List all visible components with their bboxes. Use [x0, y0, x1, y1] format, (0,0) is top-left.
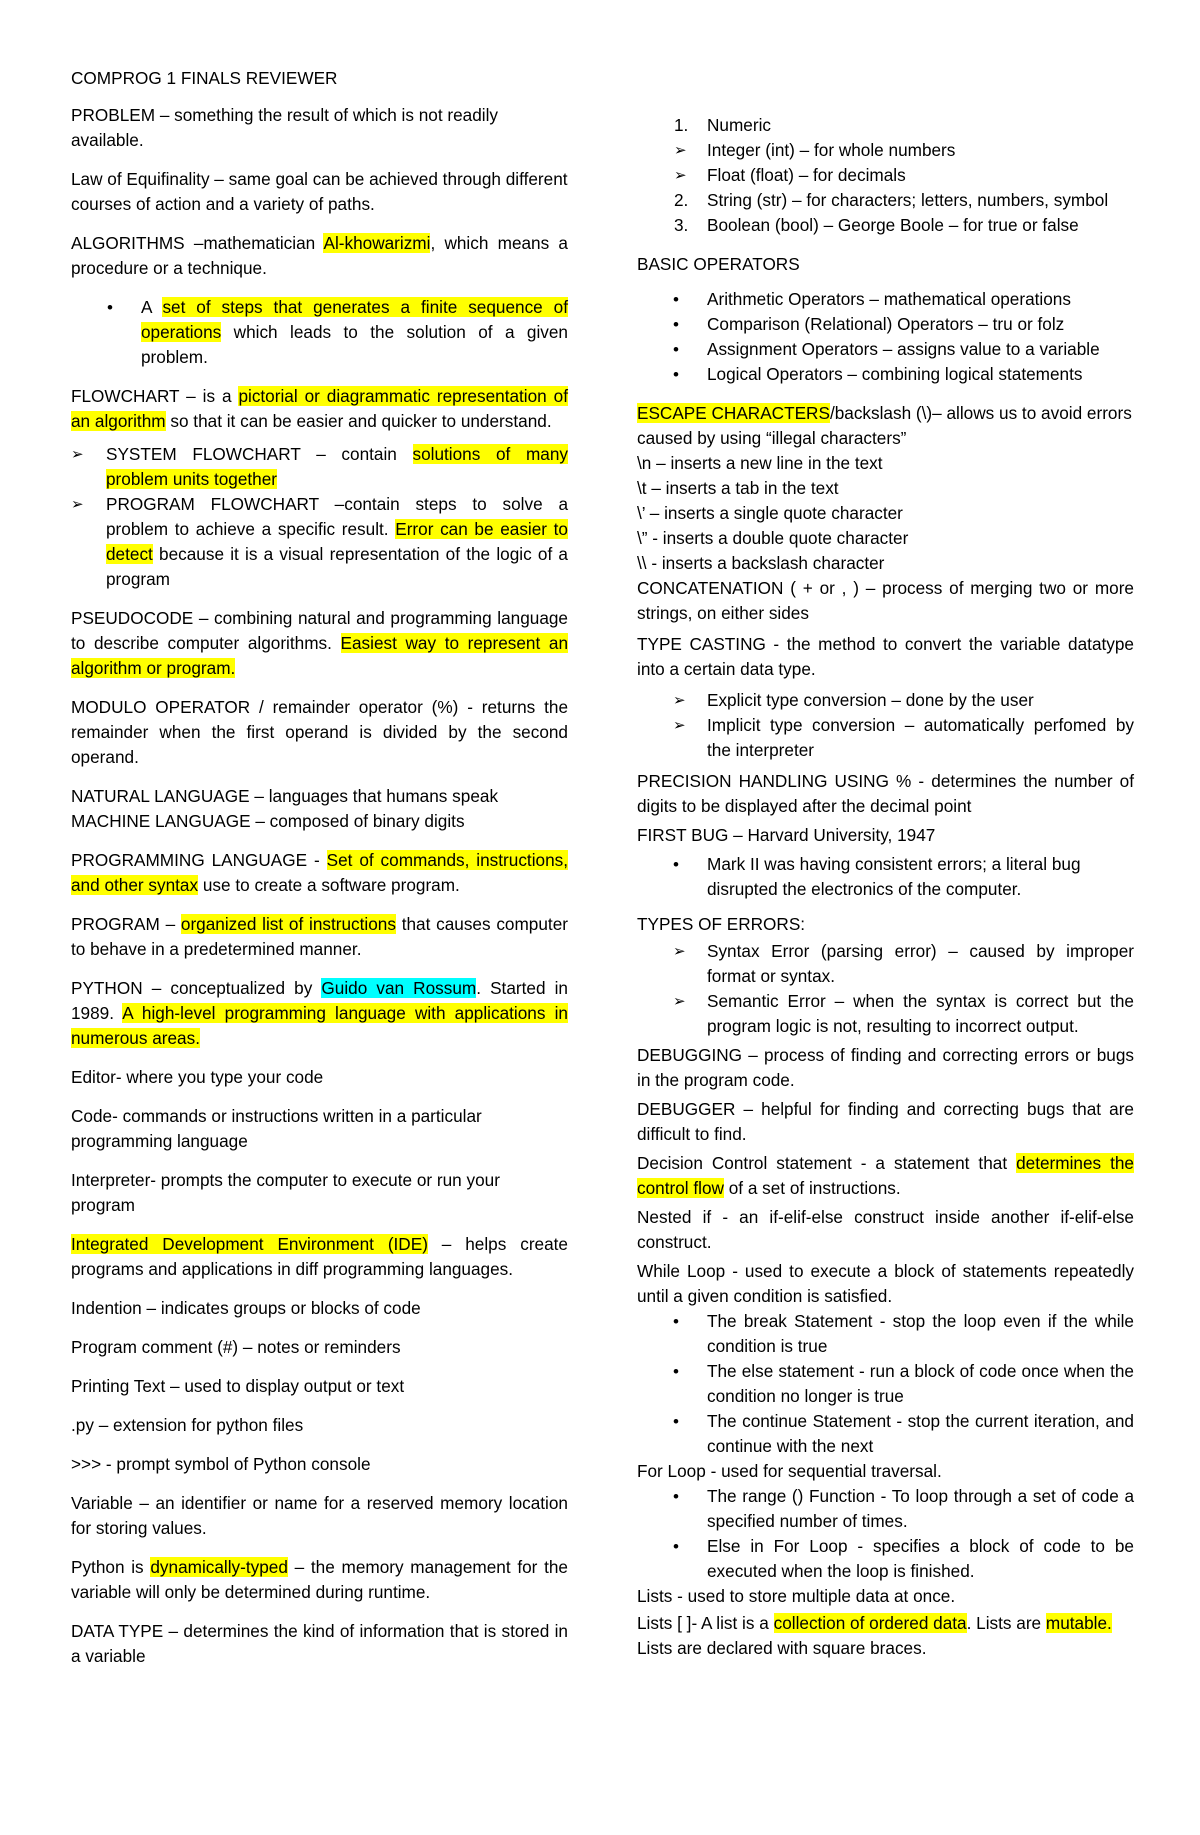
equifinality-definition: Law of Equifinality – same goal can be achieved through different courses of action and a variety of paths.: [71, 169, 568, 214]
list-item: • Assignment Operators – assigns value to a variable: [637, 337, 1134, 362]
list-item: • The else statement - run a block of code once when the condition no longer is true: [637, 1359, 1134, 1409]
basic-operators-title: BASIC OPERATORS: [637, 254, 800, 274]
programming-language-definition: PROGRAMMING LANGUAGE - Set of commands, instructions, and other syntax use to create a software program.: [71, 850, 568, 895]
printing-definition: Printing Text – used to display output or text: [71, 1376, 405, 1396]
first-bug-definition: FIRST BUG – Harvard University, 1947: [637, 825, 936, 845]
flowchart-types: [71, 442, 568, 592]
dynamic-typing-definition: Python is dynamically-typed – the memory management for the variable will only be determined during runtime.: [71, 1557, 568, 1602]
escape-characters-section: [637, 401, 1134, 576]
interpreter-definition: Interpreter- prompts the computer to execute or run your program: [71, 1170, 500, 1215]
list-item: • Comparison (Relational) Operators – tru or folz: [637, 312, 1134, 337]
modulo-definition: MODULO OPERATOR / remainder operator (%) - returns the remainder when the first operand is divided by the second operand.: [71, 697, 568, 767]
data-type-definition: DATA TYPE – determines the kind of information that is stored in a variable: [71, 1621, 568, 1666]
while-loop-list: [637, 1309, 1134, 1459]
left-column: [71, 66, 568, 1683]
escape-line: \’ – inserts a single quote character: [637, 503, 903, 523]
debugger-definition: DEBUGGER – helpful for finding and correcting bugs that are difficult to find.: [637, 1099, 1134, 1144]
prompt-definition: >>> - prompt symbol of Python console: [71, 1454, 371, 1474]
while-loop-definition: While Loop - used to execute a block of statements repeatedly until a given condition is satisfied.: [637, 1261, 1134, 1306]
list-item: ➢ Semantic Error – when the syntax is correct but the program logic is not, resulting to incorrect output.: [637, 989, 1134, 1039]
flowchart-definition: FLOWCHART – is a pictorial or diagrammatic representation of an algorithm so that it can be easier and quicker to understand.: [71, 386, 568, 431]
debugging-definition: DEBUGGING – process of finding and correcting errors or bugs in the program code.: [637, 1045, 1134, 1090]
type-conversion-list: [637, 688, 1134, 763]
types-of-errors-title: TYPES OF ERRORS:: [637, 914, 806, 934]
program-definition: PROGRAM – organized list of instructions that causes computer to behave in a predetermined manner.: [71, 914, 568, 959]
list-item: • Mark II was having consistent errors; a literal bug disrupted the electronics of the computer.: [637, 852, 1134, 902]
editor-definition: Editor- where you type your code: [71, 1067, 324, 1087]
list-item: • Else in For Loop - specifies a block of code to be executed when the loop is finished.: [637, 1534, 1134, 1584]
algorithms-definition: ALGORITHMS –mathematician Al-khowarizmi, which means a procedure or a technique.: [71, 233, 568, 278]
escape-line: \” - inserts a double quote character: [637, 528, 909, 548]
escape-line: \t – inserts a tab in the text: [637, 478, 839, 498]
list-item: 2. String (str) – for characters; letters, numbers, symbol: [674, 190, 1109, 210]
ide-definition: Integrated Development Environment (IDE) – helps create programs and applications in diff programming languages.: [71, 1234, 568, 1279]
first-bug-list: [637, 852, 1134, 902]
right-column: [637, 113, 1134, 1661]
list-item: ➢ SYSTEM FLOWCHART – contain solutions of many problem units together: [71, 442, 568, 492]
list-item: ➢ PROGRAM FLOWCHART –contain steps to solve a problem to achieve a specific result. Error can be easier to detect because it is a visual representation of the logic of a program: [71, 492, 568, 592]
type-casting-definition: TYPE CASTING - the method to convert the variable datatype into a certain data type.: [637, 634, 1134, 679]
for-loop-definition: For Loop - used for sequential traversal.: [637, 1461, 942, 1481]
list-item: • A set of steps that generates a finite sequence of operations which leads to the solution of a given problem.: [71, 295, 568, 370]
escape-characters-definition: ESCAPE CHARACTERS/backslash (\)– allows us to avoid errors caused by using “illegal characters”: [637, 403, 1132, 448]
machine-language: MACHINE LANGUAGE – composed of binary digits: [71, 811, 465, 831]
precision-definition: PRECISION HANDLING USING % - determines the number of digits to be displayed after the decimal point: [637, 771, 1134, 816]
escape-line: \n – inserts a new line in the text: [637, 453, 883, 473]
list-item: ➢ Implicit type conversion – automatically perfomed by the interpreter: [637, 713, 1134, 763]
natural-language: NATURAL LANGUAGE – languages that humans speak: [71, 786, 499, 806]
list-item: ➢ Integer (int) – for whole numbers: [637, 138, 1134, 163]
language-definitions: [71, 784, 568, 834]
escape-line: \\ - inserts a backslash character: [637, 553, 885, 573]
list-item: ➢ Explicit type conversion – done by the user: [637, 688, 1134, 713]
code-definition: Code- commands or instructions written in a particular programming language: [71, 1106, 482, 1151]
concatenation-definition: CONCATENATION ( + or , ) – process of merging two or more strings, on either sides: [637, 578, 1134, 623]
variable-definition: Variable – an identifier or name for a reserved memory location for storing values.: [71, 1493, 568, 1538]
list-item: • Logical Operators – combining logical statements: [637, 362, 1134, 387]
for-loop-list: [637, 1484, 1134, 1584]
problem-definition: PROBLEM – something the result of which is not readily available.: [71, 105, 499, 150]
comment-definition: Program comment (#) – notes or reminders: [71, 1337, 401, 1357]
pseudocode-definition: PSEUDOCODE – combining natural and programming language to describe computer algorithms. Easiest way to represent an algorithm or program.: [71, 608, 569, 678]
list-item: 1. Numeric ➢ Integer (int) – for whole numbers ➢ Float (float) – for decimals: [637, 113, 1134, 188]
numeric-subtypes: [707, 138, 1134, 188]
decision-control-definition: Decision Control statement - a statement that determines the control flow of a set of instructions.: [637, 1153, 1134, 1198]
list-item: 3. Boolean (bool) – George Boole – for true or false: [674, 215, 1079, 235]
list-item: • Arithmetic Operators – mathematical operations: [637, 287, 1134, 312]
list-item: • The break Statement - stop the loop even if the while condition is true: [637, 1309, 1134, 1359]
list-item: • The range () Function - To loop through a set of code a specified number of times.: [637, 1484, 1134, 1534]
list-item: ➢ Float (float) – for decimals: [637, 163, 1134, 188]
document-title: COMPROG 1 FINALS REVIEWER: [71, 68, 338, 88]
data-types-list: [637, 113, 1134, 238]
list-item: • The continue Statement - stop the current iteration, and continue with the next: [637, 1409, 1134, 1459]
algorithms-bullets: [71, 295, 568, 370]
python-definition: PYTHON – conceptualized by Guido van Rossum. Started in 1989. A high-level programming language with applications in numerous areas.: [71, 978, 568, 1048]
operators-list: [637, 287, 1134, 387]
errors-list: [637, 939, 1134, 1039]
lists-detail: Lists [ ]- A list is a collection of ordered data. Lists are mutable. Lists are declared with square braces.: [637, 1613, 1112, 1658]
lists-definition: Lists - used to store multiple data at once.: [637, 1586, 956, 1606]
py-extension-definition: .py – extension for python files: [71, 1415, 304, 1435]
nested-if-definition: Nested if - an if-elif-else construct inside another if-elif-else construct.: [637, 1207, 1134, 1252]
list-item: ➢ Syntax Error (parsing error) – caused by improper format or syntax.: [637, 939, 1134, 989]
indention-definition: Indention – indicates groups or blocks of code: [71, 1298, 421, 1318]
